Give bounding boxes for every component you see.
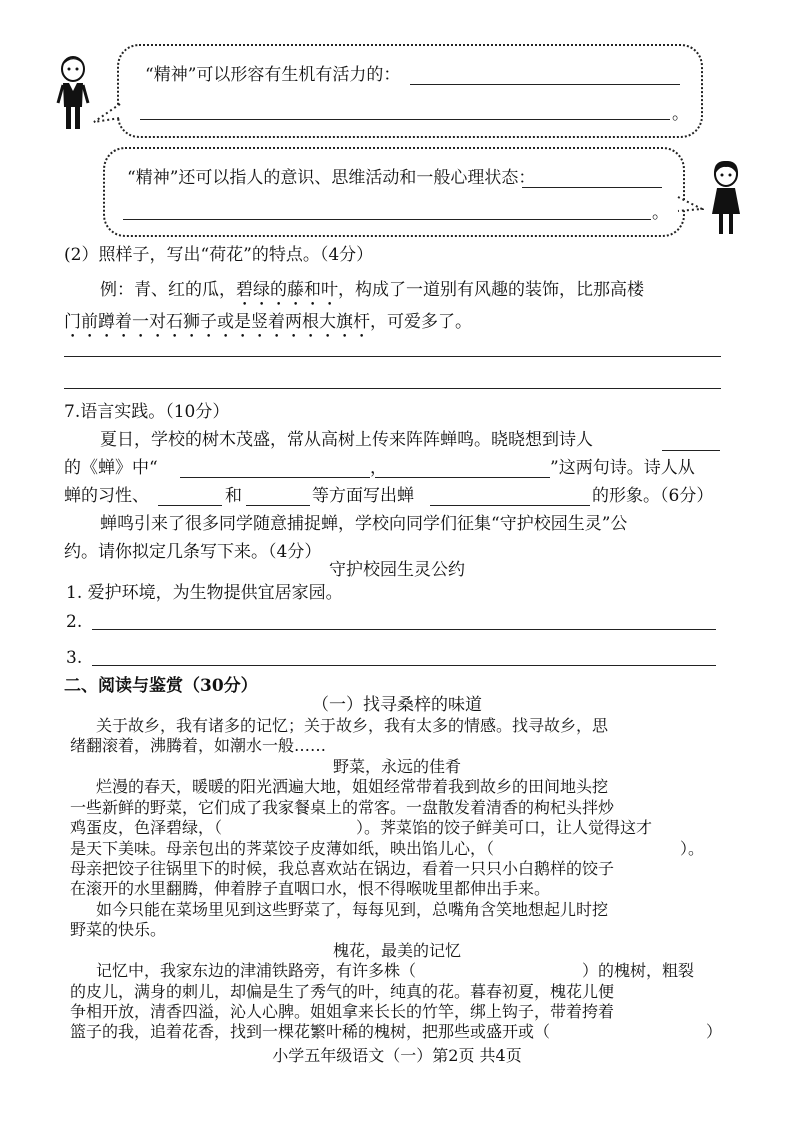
p3-line1-b: ）的槐树，粗裂 bbox=[582, 961, 695, 980]
q2-example-line2 bbox=[64, 312, 472, 342]
q7-p1-line2-b: ， bbox=[370, 458, 387, 478]
q7-p1-line2-a: 的《蝉》中“ bbox=[64, 458, 158, 478]
q7-blank-poem-1[interactable] bbox=[180, 477, 370, 478]
q7-p2-line1: 蝉鸣引来了很多同学随意捕捉蝉，学校向同学们征集“守护校园生灵”公 bbox=[100, 514, 628, 534]
p3-line2: 的皮儿，满身的刺儿，却偏是生了秀气的叶，纯真的花。暮春初夏，槐花儿便 bbox=[70, 982, 615, 1001]
p1-line1: 烂漫的春天，暖暖的阳光洒遍大地，姐姐经常带着我到故乡的田间地头挖 bbox=[96, 777, 609, 796]
p1-line3-b: ）。荠菜馅的饺子鲜美可口，让人觉得这才 bbox=[356, 818, 653, 837]
convention-title: 守护校园生灵公约 bbox=[329, 560, 465, 580]
q7-blank-poet[interactable] bbox=[662, 450, 720, 451]
q7-blank-image[interactable] bbox=[430, 505, 590, 506]
q2-example-prefix: 例：青、红的瓜， bbox=[100, 280, 236, 300]
convention-item-2-line[interactable] bbox=[92, 629, 716, 630]
q7-blank-habit-2[interactable] bbox=[246, 505, 310, 506]
speech-bubble-1 bbox=[117, 44, 703, 138]
q7-p1-line3-a: 蝉的习性、 bbox=[64, 486, 149, 506]
p2-line2: 野菜的快乐。 bbox=[70, 920, 167, 939]
p3-line3: 争相开放，清香四溢，沁人心脾。姐姐拿来长长的竹竿，绑上钩子，带着挎着 bbox=[70, 1002, 615, 1021]
convention-item-3-line[interactable] bbox=[92, 665, 716, 666]
q7-p1-line3-c: 等方面写出蝉 bbox=[312, 486, 414, 506]
convention-item-2-label: 2. bbox=[66, 612, 83, 632]
p1-line6: 在滚开的水里翻腾，伸着脖子直咽口水，恨不得喉咙里都伸出手来。 bbox=[70, 879, 551, 898]
bubble2-blank-2[interactable] bbox=[123, 219, 651, 220]
p3-line4-b: ） bbox=[706, 1022, 723, 1041]
q2-answer-line-1[interactable] bbox=[64, 356, 721, 357]
p1-line5: 母亲把饺子往锅里下的时候，我总喜欢站在锅边，看着一只只小白鹅样的饺子 bbox=[70, 859, 615, 878]
bubble2-blank-1[interactable] bbox=[522, 187, 662, 188]
bubble2-text: “精神”还可以指人的意识、思维活动和一般心理状态： bbox=[127, 168, 536, 188]
speech-bubble-2 bbox=[103, 147, 685, 237]
subtitle-locust-flower: 槐花，最美的记忆 bbox=[332, 941, 461, 960]
q7-p1-line2-c: ”这两句诗。诗人从 bbox=[550, 458, 695, 478]
q7-blank-poem-2[interactable] bbox=[375, 477, 550, 478]
q7-p1-line1: 夏日，学校的树木茂盛，常从高树上传来阵阵蝉鸣。晓晓想到诗人 bbox=[100, 430, 593, 450]
p1-line4-b: ）。 bbox=[680, 839, 705, 858]
q2-example-rest: ，构成了一道别有风趣的装饰，比那高楼 bbox=[338, 280, 644, 300]
bubble-tail-2 bbox=[676, 195, 704, 219]
bubble2-end: 。 bbox=[652, 203, 669, 223]
p3-line1-a: 记忆中，我家东边的津浦铁路旁，有许多株（ bbox=[96, 961, 417, 980]
q2-example-line2-dotted: 门前蹲着一对石狮子或是竖着两根大旗杆 bbox=[64, 312, 370, 332]
q7-p2-line2: 约。请你拟定几条写下来。（4分） bbox=[64, 542, 322, 562]
q2-example-line1 bbox=[100, 280, 644, 310]
section2-heading: 二、阅读与鉴赏（30分） bbox=[64, 676, 258, 696]
page-footer: 小学五年级语文（一）第2页 共4页 bbox=[272, 1046, 522, 1065]
p1-line2: 一些新鲜的野菜，它们成了我家餐桌上的常客。一盘散发着清香的枸杞头拌炒 bbox=[70, 798, 615, 817]
convention-item-1: 1. 爱护环境，为生物提供宜居家园。 bbox=[66, 583, 343, 603]
intro-line1: 关于故乡，我有诸多的记忆；关于故乡，我有太多的情感。找寻故乡，思 bbox=[96, 716, 609, 735]
p2-line1: 如今只能在菜场里见到这些野菜了，每每见到，总嘴角含笑地想起儿时挖 bbox=[96, 900, 609, 919]
convention-item-3-label: 3. bbox=[66, 648, 83, 668]
article-title: （一）找寻桑梓的味道 bbox=[312, 695, 482, 715]
bubble1-blank-1[interactable] bbox=[410, 84, 680, 85]
intro-line2: 绪翻滚着，沸腾着，如潮水一般…… bbox=[70, 736, 327, 755]
bubble1-end: 。 bbox=[672, 104, 689, 124]
p1-line3-a: 鸡蛋皮，色泽碧绿，（ bbox=[70, 818, 223, 837]
bubble1-text: “精神”可以形容有生机有活力的： bbox=[145, 65, 401, 85]
p1-line4-a: 是天下美味。母亲包出的荠菜饺子皮薄如纸，映出馅儿心，（ bbox=[70, 839, 495, 858]
q2-answer-line-2[interactable] bbox=[64, 388, 721, 389]
p3-line4-a: 篮子的我，追着花香，找到一棵花繁叶稀的槐树，把那些或盛开或（ bbox=[70, 1022, 551, 1041]
q7-blank-habit-1[interactable] bbox=[158, 505, 222, 506]
q7-p1-line3-d: 的形象。（6分） bbox=[592, 486, 714, 506]
bubble1-blank-2[interactable] bbox=[140, 119, 670, 120]
subtitle-wild-greens: 野菜，永远的佳肴 bbox=[332, 757, 461, 776]
q2-example-dotted: 碧绿的藤和叶 bbox=[236, 280, 338, 300]
girl-illustration bbox=[705, 160, 747, 238]
bubble-tail-1 bbox=[92, 102, 122, 126]
q7-p1-line3-b: 和 bbox=[225, 486, 242, 506]
q2-example-line2-end: ，可爱多了。 bbox=[370, 312, 472, 332]
q7-heading: 7.语言实践。（10分） bbox=[64, 402, 230, 422]
boy-illustration bbox=[52, 55, 94, 133]
q2-heading: (2）照样子，写出“荷花”的特点。（4分） bbox=[64, 245, 374, 265]
